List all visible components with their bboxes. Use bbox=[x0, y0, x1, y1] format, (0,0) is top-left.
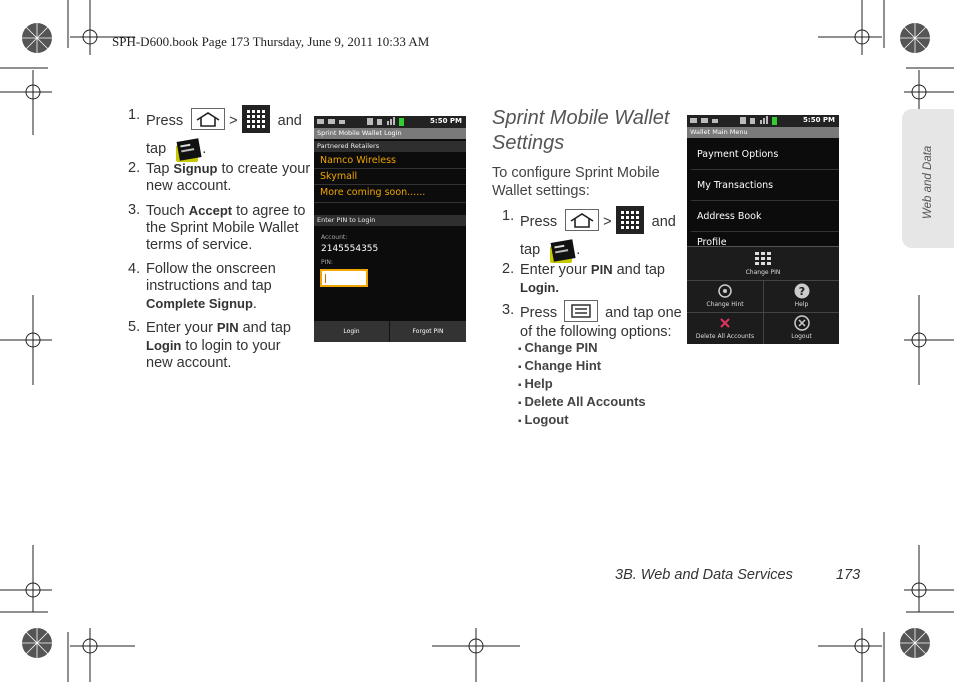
left-step-5: 5. Enter your PIN and tap Login to login to your new account. bbox=[128, 319, 292, 371]
right-step-2: 2. Enter your PIN and tap Login. bbox=[502, 261, 666, 295]
status-bar bbox=[687, 115, 839, 127]
menu-item[interactable]: My Transactions bbox=[691, 170, 839, 201]
left-step-1: 1. Press > and tap . bbox=[146, 107, 308, 163]
page-number: 173 bbox=[836, 567, 861, 583]
footer-section: 3B. Web and Data Services bbox=[615, 567, 793, 583]
section-header: Partnered Retailers bbox=[314, 141, 466, 152]
hint-icon bbox=[718, 284, 732, 298]
pin-input[interactable] bbox=[320, 269, 368, 287]
right-step-1: 1. Press > and tap . bbox=[520, 208, 682, 264]
pin-label: PIN: bbox=[321, 259, 333, 266]
svg-text:?: ? bbox=[798, 285, 806, 298]
apps-grid-icon bbox=[242, 105, 270, 133]
option-item: ▪ Delete All Accounts bbox=[518, 394, 646, 409]
home-icon bbox=[565, 209, 599, 231]
option-item: ▪ Logout bbox=[518, 412, 569, 427]
left-step-3: 3. Touch Accept to agree to the Sprint Mobile Wallet terms of service. bbox=[128, 202, 306, 253]
change-hint-option[interactable]: Change Hint bbox=[687, 280, 764, 313]
section-intro: To configure Sprint Mobile Wallet settings: bbox=[492, 165, 660, 199]
forgot-pin-button[interactable]: Forgot PIN bbox=[390, 321, 466, 342]
menu-item[interactable]: Address Book bbox=[691, 201, 839, 232]
right-step-3: 3. Press and tap one of the following options: bbox=[502, 302, 682, 340]
page-header: SPH-D600.book Page 173 Thursday, June 9, 2011 10:33 AM bbox=[112, 34, 430, 49]
phone-screenshot-main-menu bbox=[687, 115, 839, 344]
option-item: ▪ Change Hint bbox=[518, 358, 601, 373]
option-item: ▪ Help bbox=[518, 376, 553, 391]
help-icon bbox=[794, 283, 810, 299]
account-value: 2145554355 bbox=[321, 244, 379, 254]
menu-item[interactable]: Payment Options bbox=[691, 139, 839, 170]
status-time: 5:50 PM bbox=[430, 117, 462, 125]
menu-key-icon bbox=[564, 300, 598, 322]
screen-title: Wallet Main Menu bbox=[687, 127, 839, 138]
change-pin-option[interactable]: Change PIN bbox=[687, 247, 839, 281]
delete-icon bbox=[720, 318, 730, 328]
pin-grid-icon bbox=[755, 252, 771, 266]
retailer-item[interactable]: Namco Wireless bbox=[314, 153, 466, 169]
screen-title: Sprint Mobile Wallet Login bbox=[314, 128, 466, 139]
retailer-item[interactable]: Skymall bbox=[314, 169, 466, 185]
account-label: Account: bbox=[321, 234, 348, 241]
status-bar bbox=[314, 116, 466, 128]
status-time: 5:50 PM bbox=[803, 116, 835, 124]
side-tab-label: Web and Data bbox=[922, 145, 934, 219]
retailer-item[interactable]: More coming soon...... bbox=[314, 185, 466, 203]
side-tab bbox=[902, 109, 954, 248]
left-step-2: 2. Tap Signup to create your new account. bbox=[128, 160, 311, 194]
home-icon bbox=[191, 108, 225, 130]
phone-screenshot-login bbox=[314, 116, 466, 342]
options-menu-panel bbox=[687, 246, 839, 344]
section-title: Sprint Mobile Wallet Settings bbox=[492, 107, 670, 154]
help-option[interactable]: ? Help bbox=[764, 280, 839, 313]
apps-grid-icon bbox=[616, 206, 644, 234]
login-button[interactable]: Login bbox=[314, 321, 390, 342]
logout-option[interactable]: Logout bbox=[764, 313, 839, 344]
logout-icon bbox=[794, 315, 810, 331]
menu-item[interactable]: Profile bbox=[697, 237, 727, 246]
option-item: ▪ Change PIN bbox=[518, 340, 598, 355]
left-step-4: 4. Follow the onscreen instructions and tap Complete Signup. bbox=[128, 261, 276, 312]
section-header: Enter PIN to Login bbox=[314, 215, 466, 226]
delete-all-accounts-option[interactable]: Delete All Accounts bbox=[687, 313, 764, 344]
